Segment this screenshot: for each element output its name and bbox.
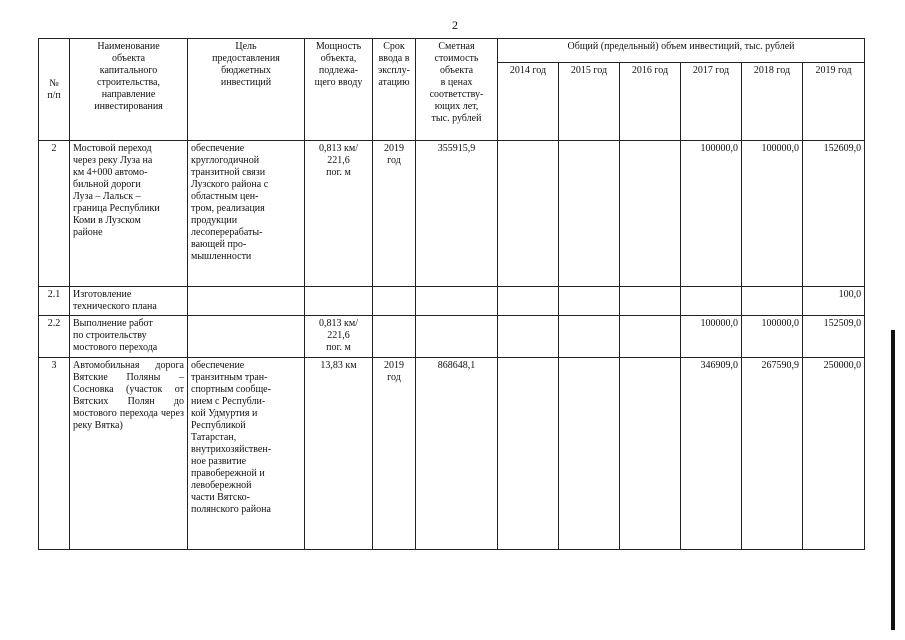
row-value [498, 141, 559, 287]
header-year: 2018 год [742, 63, 803, 141]
row-value [742, 287, 803, 316]
row-value [681, 287, 742, 316]
header-num: № п/п [39, 39, 70, 141]
row-cost: 868648,1 [416, 358, 498, 550]
row-value [498, 316, 559, 358]
header-year: 2019 год [803, 63, 865, 141]
row-capacity: 0,813 км/ 221,6 пог. м [305, 316, 373, 358]
row-value: 152609,0 [803, 141, 865, 287]
row-goal: обеспечение транзитным тран- спортным сообще- нием с Республи- кой Удмуртия и Республикой Татарстан, внутрихозяйствен- ное развитие правобережной и левобережной части Вятско- полянского района [188, 358, 305, 550]
table-row [39, 287, 865, 316]
header-year: 2016 год [620, 63, 681, 141]
row-goal: обеспечение круглогодичной транзитной связи Лузского района с областным цен- тром, реализация продукции лесоперерабаты- вающей про- мышленности [188, 141, 305, 287]
row-num: 2.2 [39, 316, 70, 358]
row-value [498, 358, 559, 550]
table-row [39, 358, 865, 550]
row-name: Автомобильная дорога Вятские Поляны – Сосновка (участок от Вятских Полян до мостового перехода через реку Вятка) [70, 358, 188, 550]
row-name: Мостовой переход через реку Луза на км 4+000 автомо- бильной дороги Луза – Лальск – граница Республики Коми в Лузском районе [70, 141, 188, 287]
row-value [559, 358, 620, 550]
row-value [620, 358, 681, 550]
row-value: 100000,0 [681, 316, 742, 358]
row-term: 2019 год [373, 358, 416, 550]
header-name: Наименование объекта капитального строительства, направление инвестирования [70, 39, 188, 141]
row-cost: 355915,9 [416, 141, 498, 287]
row-value [559, 141, 620, 287]
row-term [373, 287, 416, 316]
header-year: 2015 год [559, 63, 620, 141]
row-value: 250000,0 [803, 358, 865, 550]
row-value: 100000,0 [742, 141, 803, 287]
row-value [620, 316, 681, 358]
row-name: Выполнение работ по строительству мостового перехода [70, 316, 188, 358]
row-cost [416, 287, 498, 316]
header-total-investment: Общий (предельный) объем инвестиций, тыс. рублей [498, 39, 865, 63]
row-term: 2019 год [373, 141, 416, 287]
header-cost: Сметная стоимость объекта в ценах соответству- ющих лет, тыс. рублей [416, 39, 498, 141]
row-num: 2 [39, 141, 70, 287]
row-num: 3 [39, 358, 70, 550]
table-row [39, 141, 865, 287]
row-value: 346909,0 [681, 358, 742, 550]
row-num: 2.1 [39, 287, 70, 316]
investment-table [38, 38, 865, 550]
header-capacity: Мощность объекта, подлежа- щего вводу [305, 39, 373, 141]
row-value: 100,0 [803, 287, 865, 316]
row-value: 100000,0 [742, 316, 803, 358]
header-goal: Цель предоставления бюджетных инвестиций [188, 39, 305, 141]
row-value: 152509,0 [803, 316, 865, 358]
row-value [498, 287, 559, 316]
row-cost [416, 316, 498, 358]
header-year: 2014 год [498, 63, 559, 141]
row-name: Изготовление технического плана [70, 287, 188, 316]
row-value [559, 287, 620, 316]
row-goal [188, 316, 305, 358]
row-value [620, 141, 681, 287]
row-term [373, 316, 416, 358]
header-year: 2017 год [681, 63, 742, 141]
row-value [620, 287, 681, 316]
row-goal [188, 287, 305, 316]
page-number: 2 [452, 18, 458, 32]
row-capacity: 0,813 км/ 221,6 пог. м [305, 141, 373, 287]
row-capacity [305, 287, 373, 316]
row-value: 267590,9 [742, 358, 803, 550]
row-value [559, 316, 620, 358]
table-row [39, 316, 865, 358]
row-value: 100000,0 [681, 141, 742, 287]
header-term: Срок ввода в эксплу- атацию [373, 39, 416, 141]
page-edge-bar [891, 330, 895, 630]
row-capacity: 13,83 км [305, 358, 373, 550]
